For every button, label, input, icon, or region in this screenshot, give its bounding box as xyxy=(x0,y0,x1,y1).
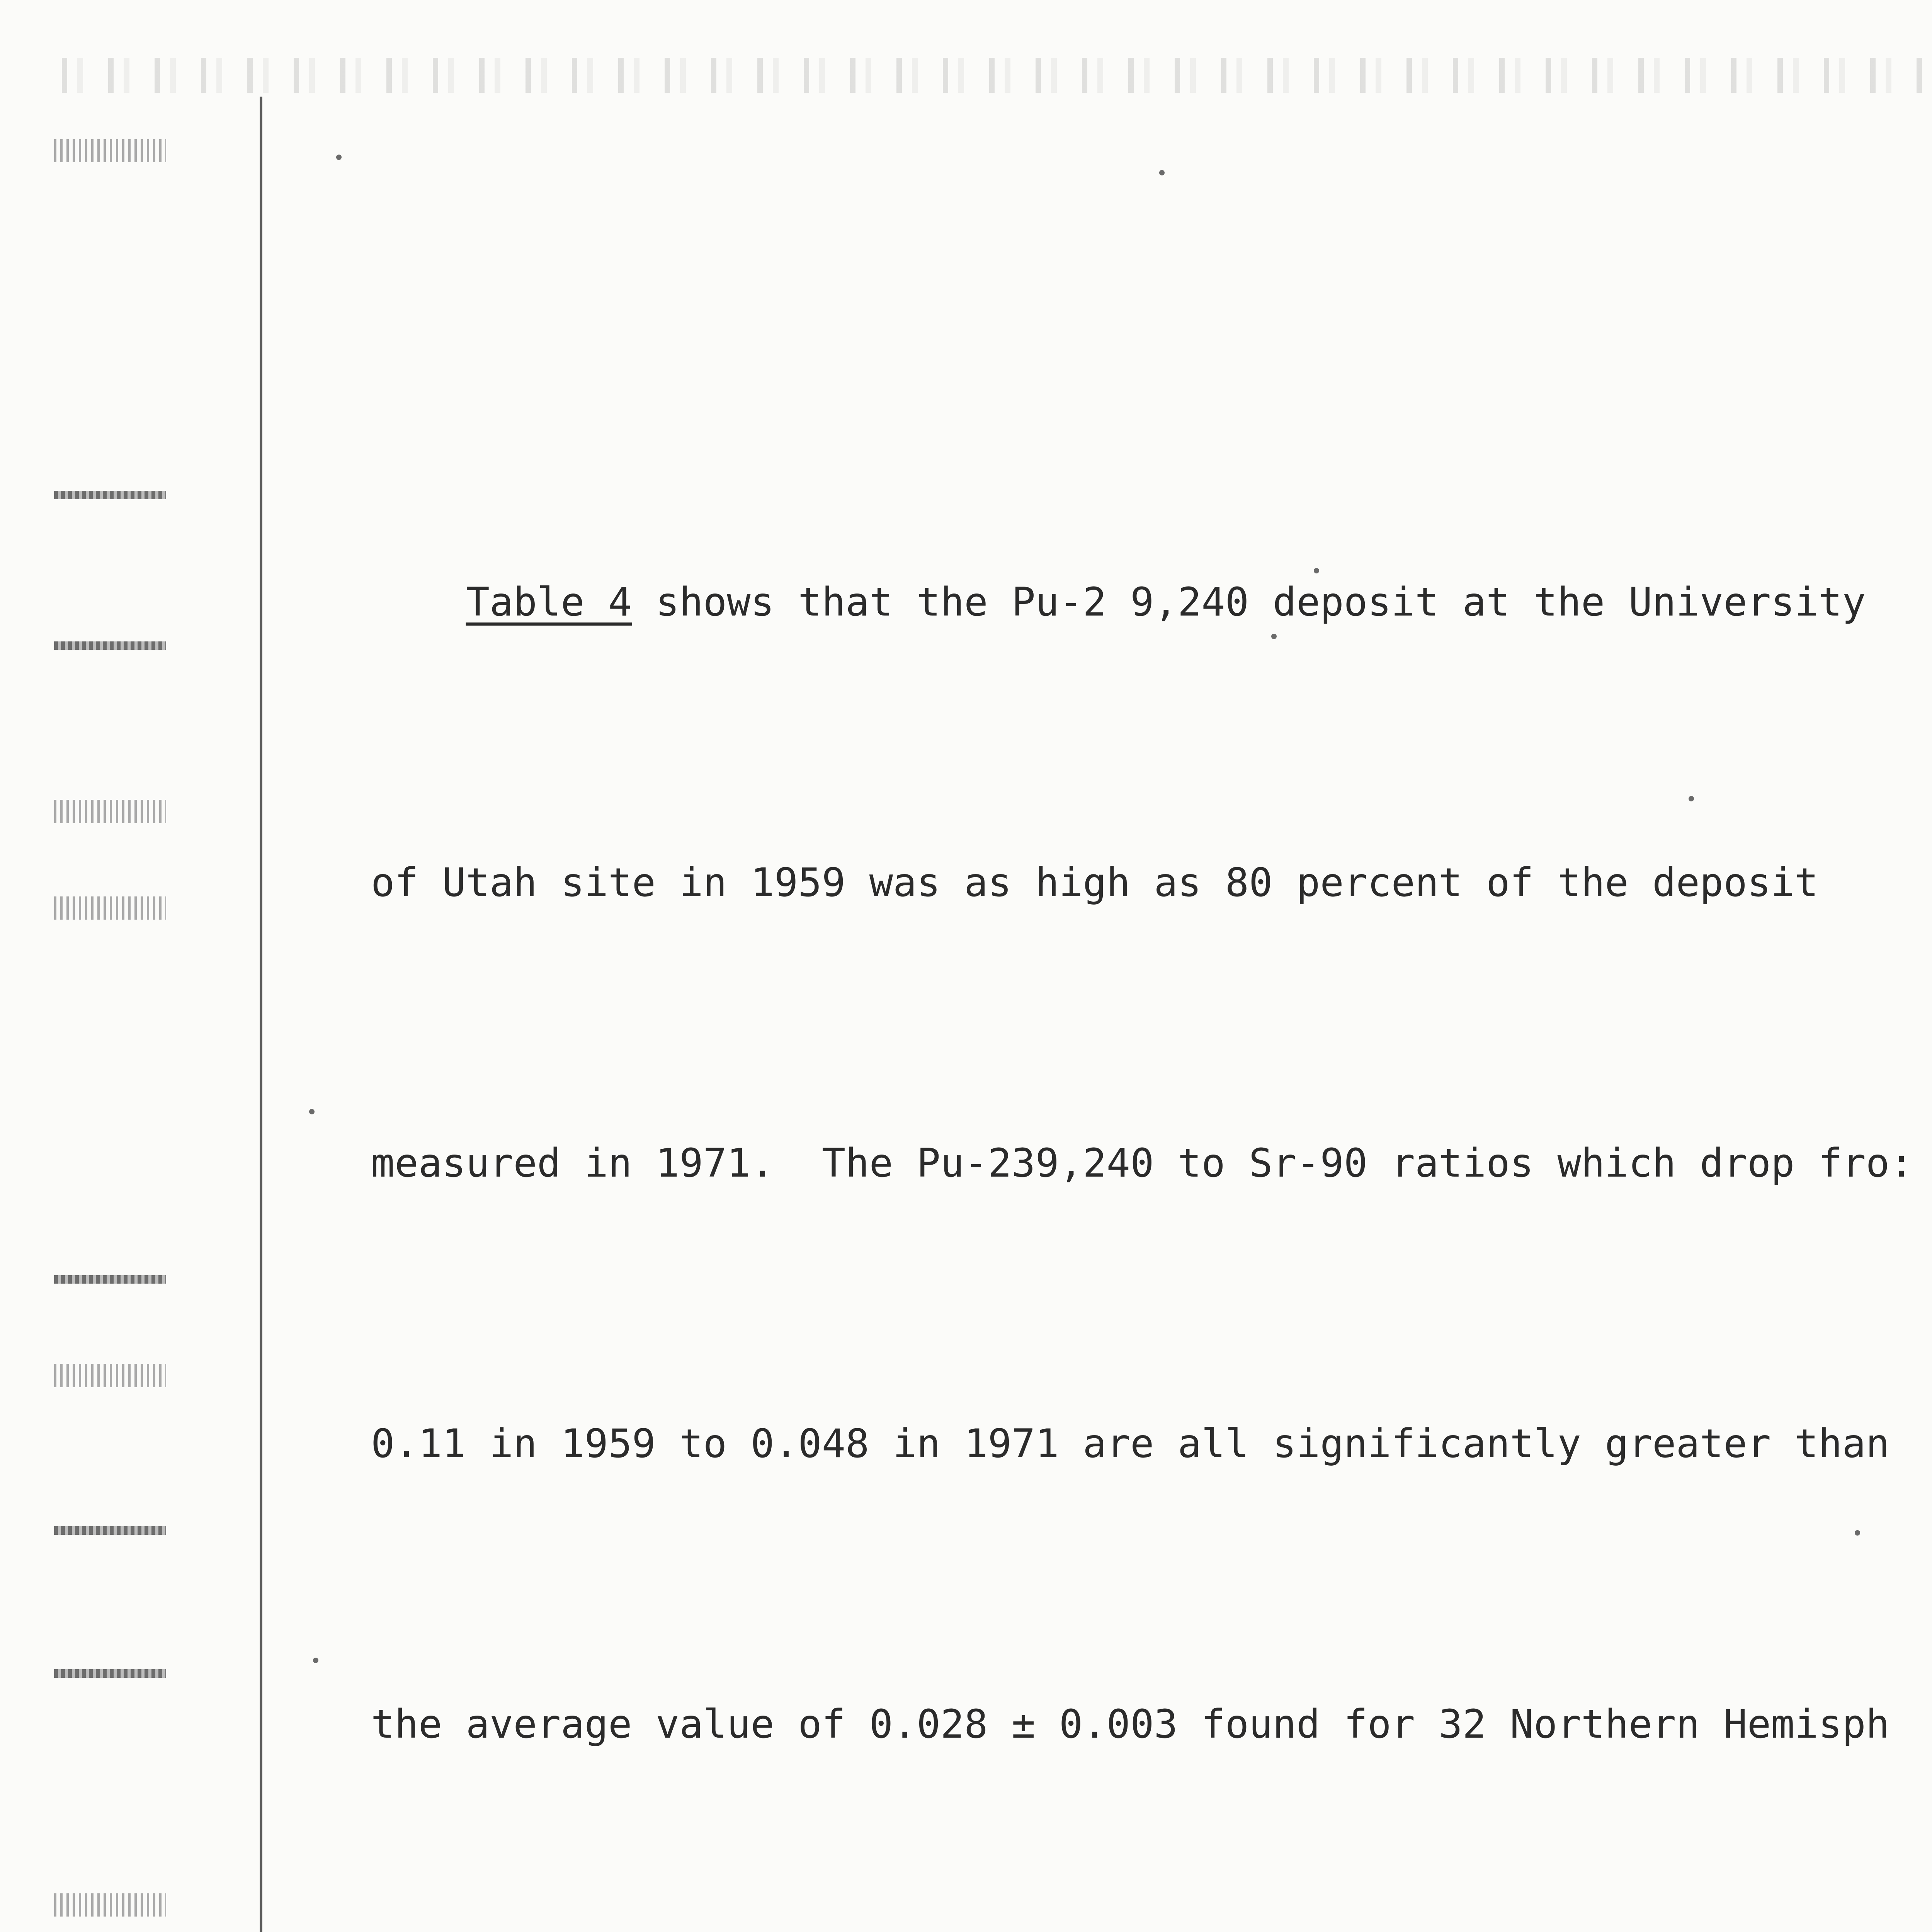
document-body xyxy=(371,182,1932,1932)
edge-mark xyxy=(54,139,166,162)
text-line xyxy=(371,556,1932,649)
scan-speck xyxy=(1159,170,1165,175)
edge-mark xyxy=(54,1275,166,1284)
text-fragment: shows that the Pu-2 9,240 deposit at the University xyxy=(632,579,1866,625)
indent xyxy=(371,579,466,625)
left-margin-rule xyxy=(260,97,262,1932)
edge-mark xyxy=(54,1364,166,1387)
edge-mark xyxy=(54,491,166,499)
text-line: 0.11 in 1959 to 0.048 in 1971 are all significantly greater than xyxy=(371,1421,1890,1467)
text-line: measured in 1971. The Pu-239,240 to Sr-90 ratios which drop fro: xyxy=(371,1140,1913,1186)
text-line: of Utah site in 1959 was as high as 80 percent of the deposit xyxy=(371,860,1818,906)
text-line: the average value of 0.028 ± 0.003 found for 32 Northern Hemisph xyxy=(371,1701,1890,1747)
paragraph-1 xyxy=(371,369,1932,1932)
edge-mark xyxy=(54,641,166,650)
scan-speck xyxy=(309,1109,315,1114)
binder-edge-marks xyxy=(0,0,232,1932)
edge-mark xyxy=(54,1526,166,1535)
table-4-reference: Table 4 xyxy=(466,579,632,625)
edge-mark xyxy=(54,1669,166,1678)
edge-mark xyxy=(54,1893,166,1917)
scan-speck xyxy=(336,155,342,160)
scan-speck xyxy=(313,1658,318,1663)
scan-noise-top xyxy=(62,58,1932,93)
edge-mark xyxy=(54,800,166,823)
edge-mark xyxy=(54,896,166,920)
